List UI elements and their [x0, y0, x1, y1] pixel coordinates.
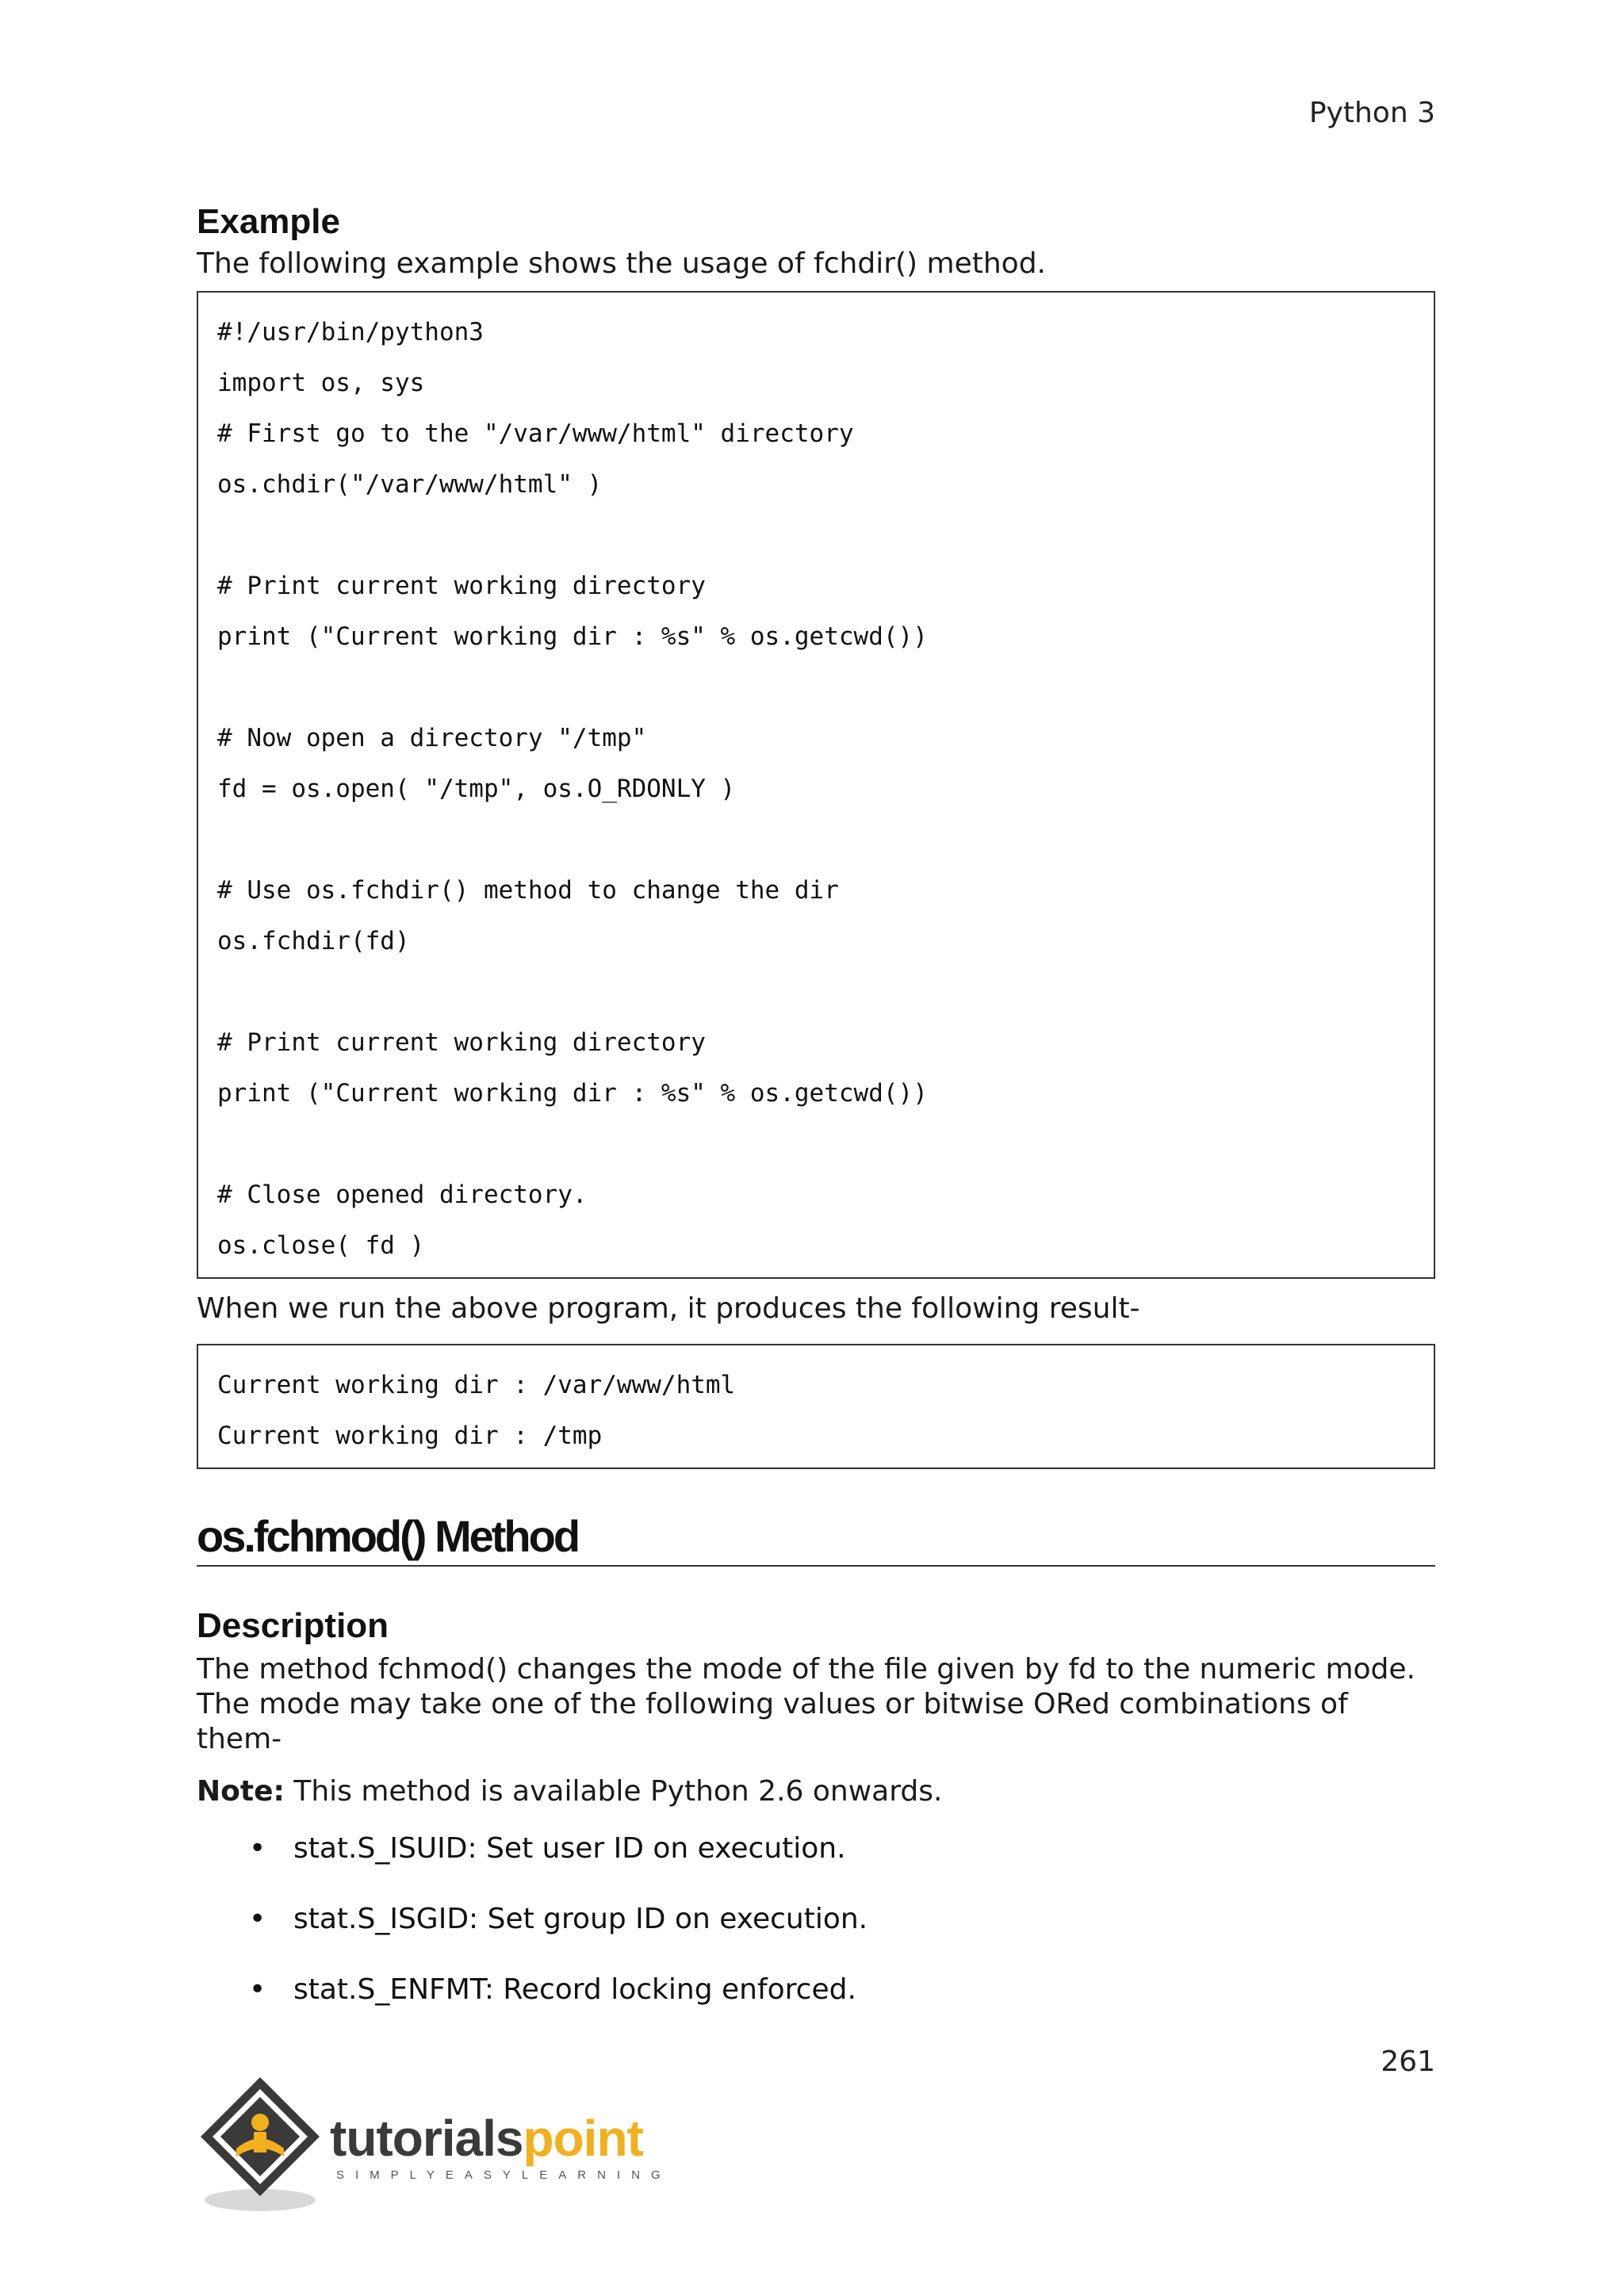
- tutorialspoint-logo: [197, 2073, 672, 2216]
- output-line: Current working dir : /tmp: [217, 1422, 603, 1450]
- list-item-text: stat.S_ISUID: Set user ID on execution.: [293, 1832, 846, 1865]
- code-line: # Use os.fchdir() method to change the dir: [217, 876, 839, 905]
- logo-tagline: SIMPLYEASYLEARNING: [336, 2168, 672, 2182]
- code-line: [217, 814, 1415, 865]
- page-number: 261: [1381, 2045, 1435, 2078]
- code-line: print ("Current working dir : %s" % os.getcwd()): [217, 1079, 928, 1108]
- list-item: [197, 1902, 1435, 1973]
- page-content: [197, 202, 1435, 2043]
- list-item: [197, 1831, 1435, 1902]
- bullet-icon: •: [249, 1973, 266, 2006]
- code-line: [217, 966, 1415, 1017]
- list-item: [197, 1973, 1435, 2043]
- output-block: [197, 1344, 1435, 1469]
- code-line: import os, sys: [217, 369, 425, 397]
- output-line: Current working dir : /var/www/html: [217, 1371, 736, 1399]
- description-text: The method fchmod() changes the mode of the file given by fd to the numeric mode. The mode may take one of the following values or bitwise ORed combinations of them-: [197, 1653, 1415, 1755]
- list-item-text: stat.S_ISGID: Set group ID on execution.: [293, 1903, 868, 1935]
- page-header-title: Python 3: [1308, 97, 1435, 129]
- mode-list: [197, 1831, 1435, 2043]
- code-line: os.close( fd ): [217, 1231, 425, 1260]
- code-line: #!/usr/bin/python3: [217, 318, 484, 346]
- code-line: [217, 662, 1415, 713]
- code-line: # Print current working directory: [217, 572, 706, 600]
- logo-wordmark: [330, 2109, 643, 2168]
- note-paragraph: [197, 1774, 1435, 1809]
- code-line: os.fchdir(fd): [217, 927, 410, 955]
- example-code-block: [197, 291, 1435, 1279]
- result-intro: When we run the above program, it produces the following result-: [197, 1292, 1140, 1325]
- bullet-icon: •: [249, 1903, 266, 1935]
- method-title: os.fchmod() Method: [197, 1510, 1435, 1567]
- note-label: Note:: [197, 1775, 285, 1808]
- example-heading: Example: [197, 202, 340, 241]
- description-heading: Description: [197, 1606, 389, 1645]
- list-item-text: stat.S_ENFMT: Record locking enforced.: [293, 1973, 856, 2006]
- code-line: # Close opened directory.: [217, 1181, 588, 1209]
- code-line: # First go to the "/var/www/html" directory: [217, 419, 854, 448]
- code-line: [217, 510, 1415, 561]
- note-text: This method is available Python 2.6 onwards.: [284, 1775, 943, 1808]
- code-line: os.chdir("/var/www/html" ): [217, 470, 603, 499]
- code-line: # Print current working directory: [217, 1028, 706, 1057]
- code-line: [217, 1119, 1415, 1169]
- code-line: print ("Current working dir : %s" % os.getcwd()): [217, 622, 928, 651]
- code-line: fd = os.open( "/tmp", os.O_RDONLY ): [217, 775, 736, 803]
- logo-wordmark-b: point: [523, 2110, 643, 2167]
- example-intro: The following example shows the usage of fchdir() method.: [197, 247, 1046, 280]
- code-line: # Now open a directory "/tmp": [217, 724, 647, 752]
- logo-wordmark-a: tutorials: [330, 2110, 523, 2167]
- bullet-icon: •: [249, 1832, 266, 1865]
- logo-diamond-icon: [197, 2073, 331, 2216]
